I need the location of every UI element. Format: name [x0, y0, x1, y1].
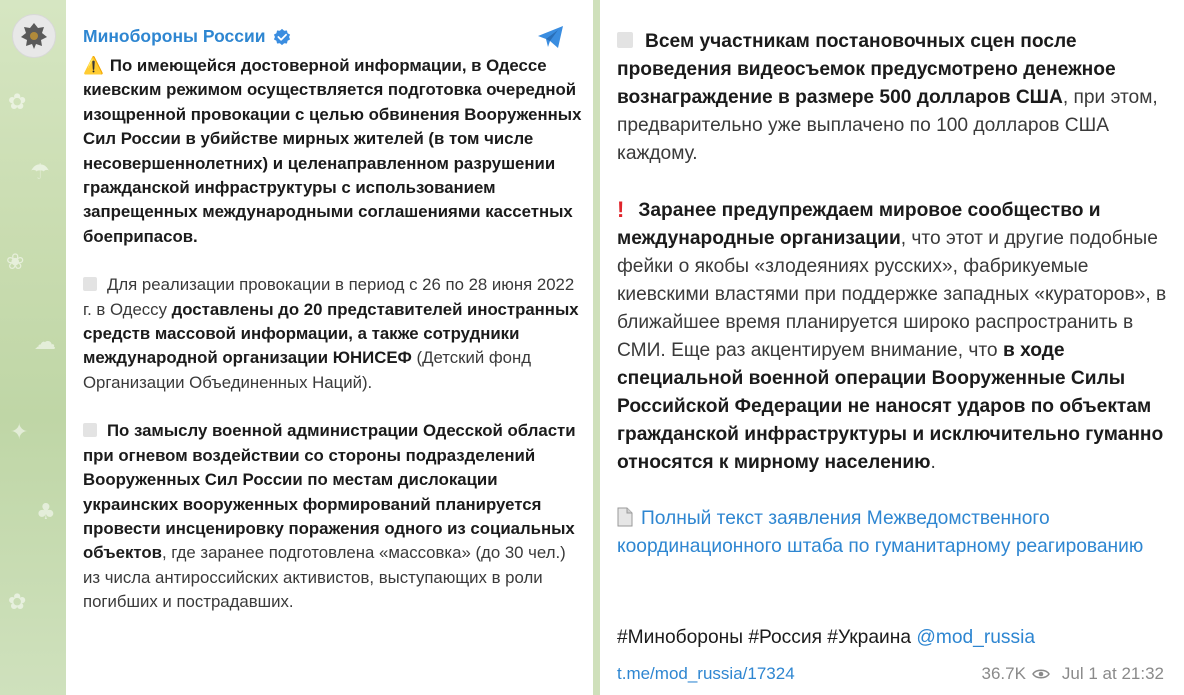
paragraph-1	[83, 54, 583, 249]
document-icon	[617, 507, 633, 527]
paragraph-5-text-d: .	[930, 452, 936, 473]
panel-divider	[593, 0, 600, 695]
paragraph-5-text-c: в ходе специальной военной операции Вооруженные Силы Российской Федерации не наносят ударов по объектам гражданской инфраструктуры и исключительно гуманно относятся к мирному населению	[617, 340, 1164, 473]
chat-wallpaper	[0, 0, 66, 695]
full-statement-link[interactable]: Полный текст заявления Межведомственного координационного штаба по гуманитарному реагированию	[617, 508, 1144, 557]
square-bullet-icon	[617, 32, 633, 48]
paragraph-6	[617, 505, 1177, 561]
paragraph-1-text: По имеющейся достоверной информации, в Одессе киевским режимом осуществляется подготовка очередной изощренной провокации с целью обвинения Вооруженных Сил России в убийстве мирных жителей (в том числе несовершеннолетних) и целенаправленном разрушении гражданской инфраструктуры с использованием запрещенных международными соглашениями кассетных боеприпасов.	[83, 56, 582, 246]
paragraph-3-text-b: , где заранее подготовлена «массовка» (до 30 чел.) из числа антироссийских активистов, выступающих в роли погибших и пострадавших.	[83, 543, 566, 612]
channel-avatar[interactable]	[12, 14, 56, 58]
paragraph-3-text-a: По замыслу военной администрации Одесской области при огневом воздействии со стороны подразделений Вооруженных Сил России по местам дислокации украинских вооруженных формирований планируется провести инсценировку поражения одного из социальных объектов	[83, 421, 576, 563]
paragraph-2-text-a: Для реализации провокации в период с 26 по 28 июня 2022 г. в Одессу	[83, 275, 575, 319]
wallpaper-doodle: ❀	[6, 250, 25, 275]
paragraph-2-text-c: (Детский фонд Организации Объединенных Наций).	[83, 348, 532, 392]
mention-link[interactable]: @mod_russia	[916, 627, 1036, 648]
message-panel-right	[600, 0, 1184, 695]
message-text-left	[83, 54, 583, 639]
paragraph-2	[83, 273, 583, 395]
post-date: Jul 1 at 21:32	[1061, 664, 1164, 683]
paragraph-4-text-b: , при этом, предварительно уже выплачено по 100 долларов США каждому.	[617, 87, 1158, 164]
post-meta	[981, 664, 1164, 684]
paragraph-4	[617, 28, 1177, 168]
wallpaper-doodle: ☁	[34, 330, 56, 355]
exclamation-icon: !	[617, 197, 625, 222]
wallpaper-doodle: ✿	[8, 90, 27, 115]
telegram-share-icon[interactable]	[536, 24, 566, 50]
wallpaper-doodle: ☂	[30, 160, 50, 185]
channel-name[interactable]: Минобороны России	[83, 26, 266, 46]
hashtags-line	[617, 627, 1035, 649]
verified-badge-icon	[273, 28, 291, 46]
channel-header[interactable]	[83, 26, 291, 47]
eye-icon	[1032, 668, 1050, 680]
paragraph-2-text-b: доставлены до 20 представителей иностранных средств массовой информации, а также сотрудники международной организации ЮНИСЕФ	[83, 299, 579, 368]
wallpaper-doodle: ✿	[8, 590, 27, 615]
paragraph-5-text-a: Заранее предупреждаем мировое сообщество и международные организации	[617, 200, 1101, 249]
wallpaper-doodle: ♣	[36, 500, 56, 525]
wallpaper-doodle: ✦	[10, 420, 29, 445]
warning-icon: ⚠️	[83, 56, 104, 75]
message-panel-left	[66, 0, 593, 695]
post-link[interactable]: t.me/mod_russia/17324	[617, 664, 795, 683]
paragraph-4-text-a: Всем участникам постановочных сцен после проведения видеосъемок предусмотрено денежное вознаграждение в размере 500 долларов США	[617, 31, 1116, 108]
message-text-right	[617, 28, 1177, 589]
paragraph-5-text-b: , что этот и другие подобные фейки о якобы «злодеяниях русских», фабрикуемые киевскими властями при поддержке западных «кураторов», в ближайшее время планируется широко распространить в СМИ. Еще раз акцентируем внимание, что	[617, 228, 1167, 361]
paragraph-3	[83, 419, 583, 614]
hashtags[interactable]: #Минобороны #Россия #Украина	[617, 627, 912, 648]
emblem-icon	[17, 19, 51, 53]
paragraph-5	[617, 196, 1177, 477]
square-bullet-icon	[83, 423, 97, 437]
square-bullet-icon	[83, 277, 97, 291]
view-count: 36.7K	[981, 664, 1026, 683]
